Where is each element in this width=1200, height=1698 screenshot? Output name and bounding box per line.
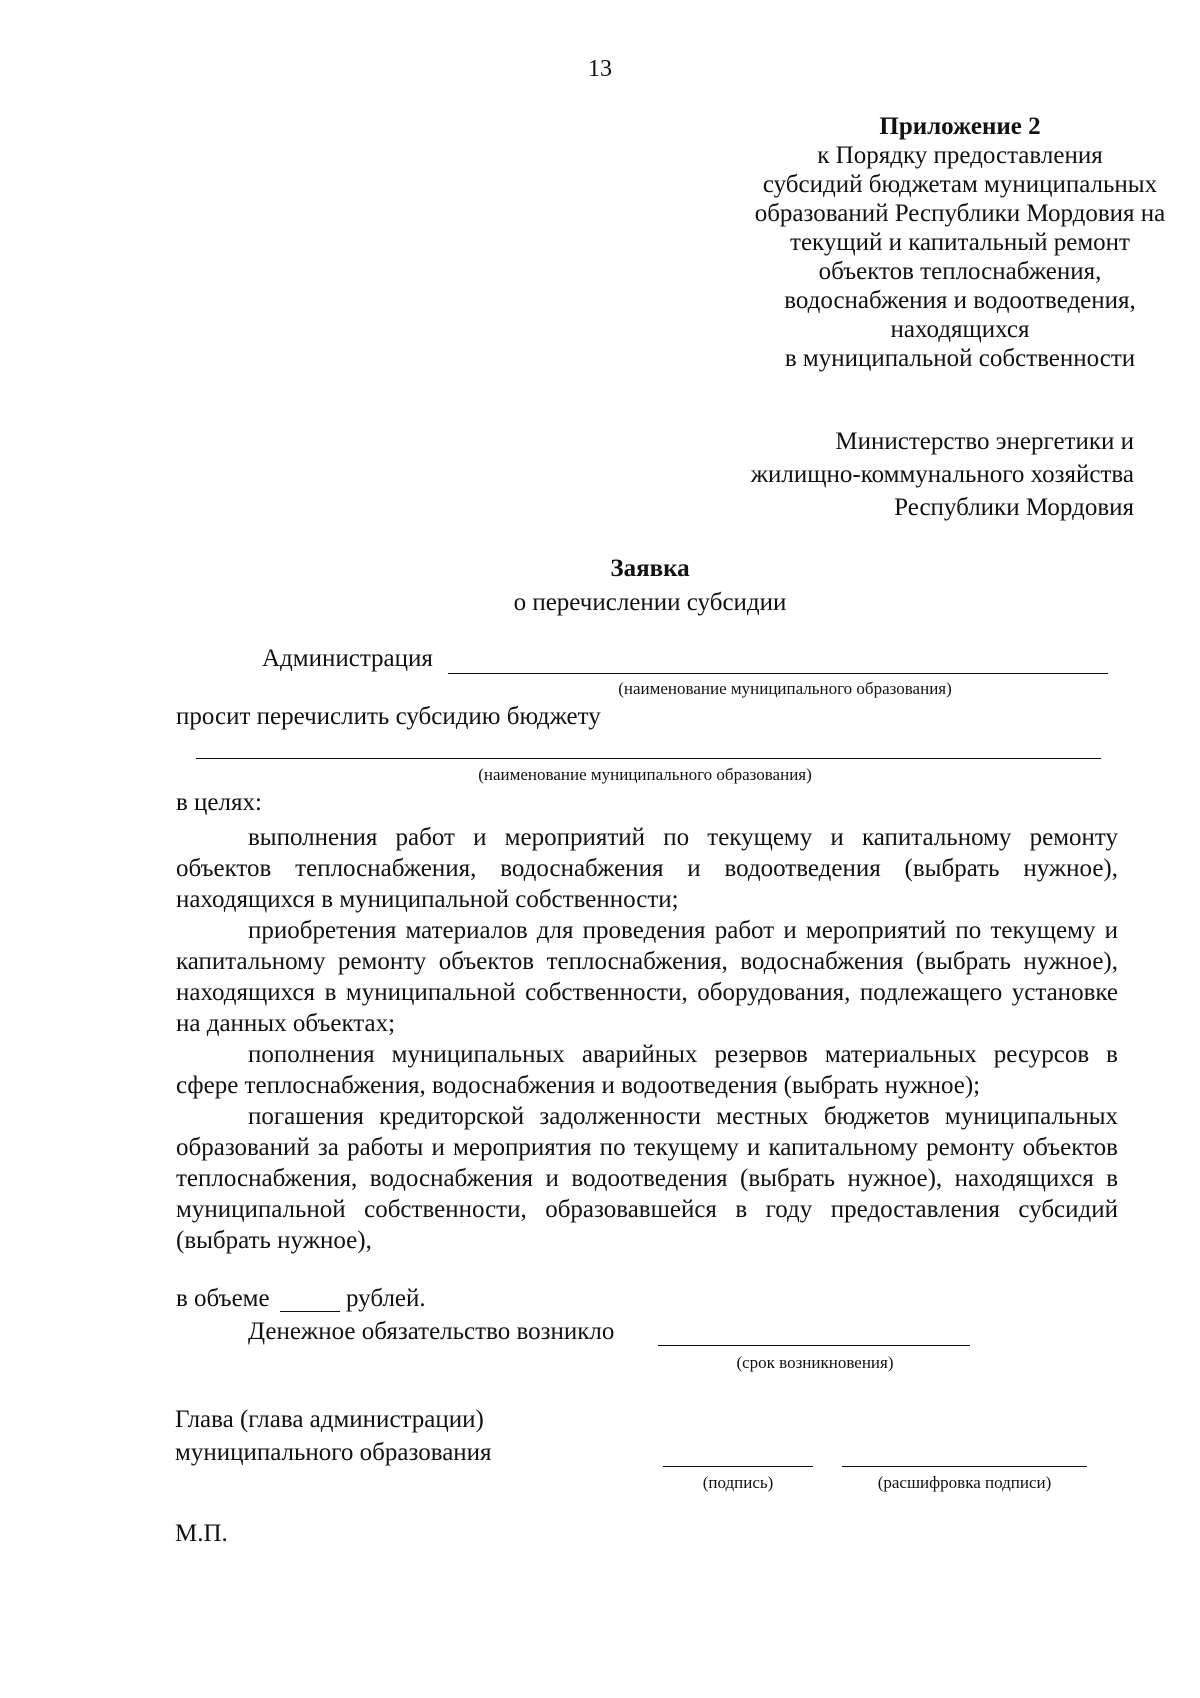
- administration-hint: (наименование муниципального образования): [618, 679, 952, 698]
- signature-decoding-field[interactable]: [842, 1466, 1087, 1467]
- appendix-block: [670, 112, 1200, 373]
- appendix-line: к Порядку предоставления: [817, 142, 1103, 169]
- budget-name-field[interactable]: [196, 758, 1101, 759]
- head-title-line2: муниципального образования: [175, 1439, 492, 1466]
- appendix-line: текущий и капитальный ремонт: [790, 229, 1130, 256]
- obligation-date-field[interactable]: [658, 1345, 970, 1346]
- purpose-text: погашения кредиторской задолженности местных бюджетов муниципальных образований за работы и мероприятия по текущему и капитальному ремонту объектов теплоснабжения, водоснабжения и водоотведения (выбрать нужное), находящихся в муниципальной собственности, образовавшейся в году предоставления субсидий (выбрать нужное),: [176, 1103, 1118, 1254]
- appendix-line: образований Республики Мордовия на: [754, 200, 1166, 227]
- appendix-title: Приложение 2: [879, 113, 1041, 140]
- recipient-line: Министерство энергетики и: [835, 428, 1134, 455]
- administration-label: Администрация: [262, 645, 433, 672]
- signature-field[interactable]: [663, 1466, 813, 1467]
- purpose-text: приобретения материалов для проведения работ и мероприятий по текущему и капитальному ремонту объектов теплоснабжения, водоснабжения (выбрать нужное), находящихся в муниципальной собственности, оборудования, подлежащего установке на данных объектах;: [176, 917, 1118, 1037]
- appendix-line: водоснабжения и водоотведения,: [784, 287, 1136, 314]
- purpose-paragraph: [176, 1039, 1118, 1101]
- purposes-label: в целях:: [176, 789, 262, 816]
- volume-prefix: в объеме: [176, 1285, 270, 1312]
- page-number: 13: [588, 56, 612, 82]
- request-text: просит перечислить субсидию бюджету: [176, 703, 601, 730]
- appendix-line: находящихся: [890, 316, 1030, 343]
- obligation-text: Денежное обязательство возникло: [248, 1318, 615, 1345]
- volume-suffix: рублей.: [346, 1285, 426, 1312]
- signature-hint: (подпись): [702, 1473, 774, 1492]
- head-title-line1: Глава (глава администрации): [175, 1406, 484, 1433]
- recipient-line: Республики Мордовия: [894, 494, 1134, 521]
- recipient-line: жилищно-коммунального хозяйства: [750, 461, 1134, 488]
- document-title-block: [0, 552, 1200, 620]
- signature-decoding-hint: (расшифровка подписи): [877, 1473, 1052, 1492]
- appendix-line: в муниципальной собственности: [784, 345, 1136, 372]
- administration-name-field[interactable]: [448, 673, 1108, 674]
- document-title: Заявка: [610, 555, 690, 582]
- stamp-place: М.П.: [175, 1520, 228, 1547]
- purpose-paragraph: [176, 822, 1118, 915]
- purpose-text: выполнения работ и мероприятий по текущему и капитальному ремонту объектов теплоснабжения, водоснабжения и водоотведения (выбрать нужное), находящихся в муниципальной собственности;: [176, 824, 1118, 913]
- recipient-block: [751, 425, 1134, 524]
- document-subtitle: о перечислении субсидии: [513, 589, 787, 616]
- purpose-text: пополнения муниципальных аварийных резервов материальных ресурсов в сфере теплоснабжения, водоснабжения и водоотведения (выбрать нужное);: [176, 1041, 1118, 1099]
- purpose-paragraph: [176, 915, 1118, 1039]
- purpose-paragraph: [176, 1101, 1118, 1256]
- volume-amount-field[interactable]: [280, 1311, 340, 1312]
- appendix-line: субсидий бюджетам муниципальных: [762, 171, 1158, 198]
- obligation-hint: (срок возникновения): [736, 1353, 894, 1372]
- appendix-line: объектов теплоснабжения,: [818, 258, 1102, 285]
- budget-hint: (наименование муниципального образования): [478, 765, 812, 784]
